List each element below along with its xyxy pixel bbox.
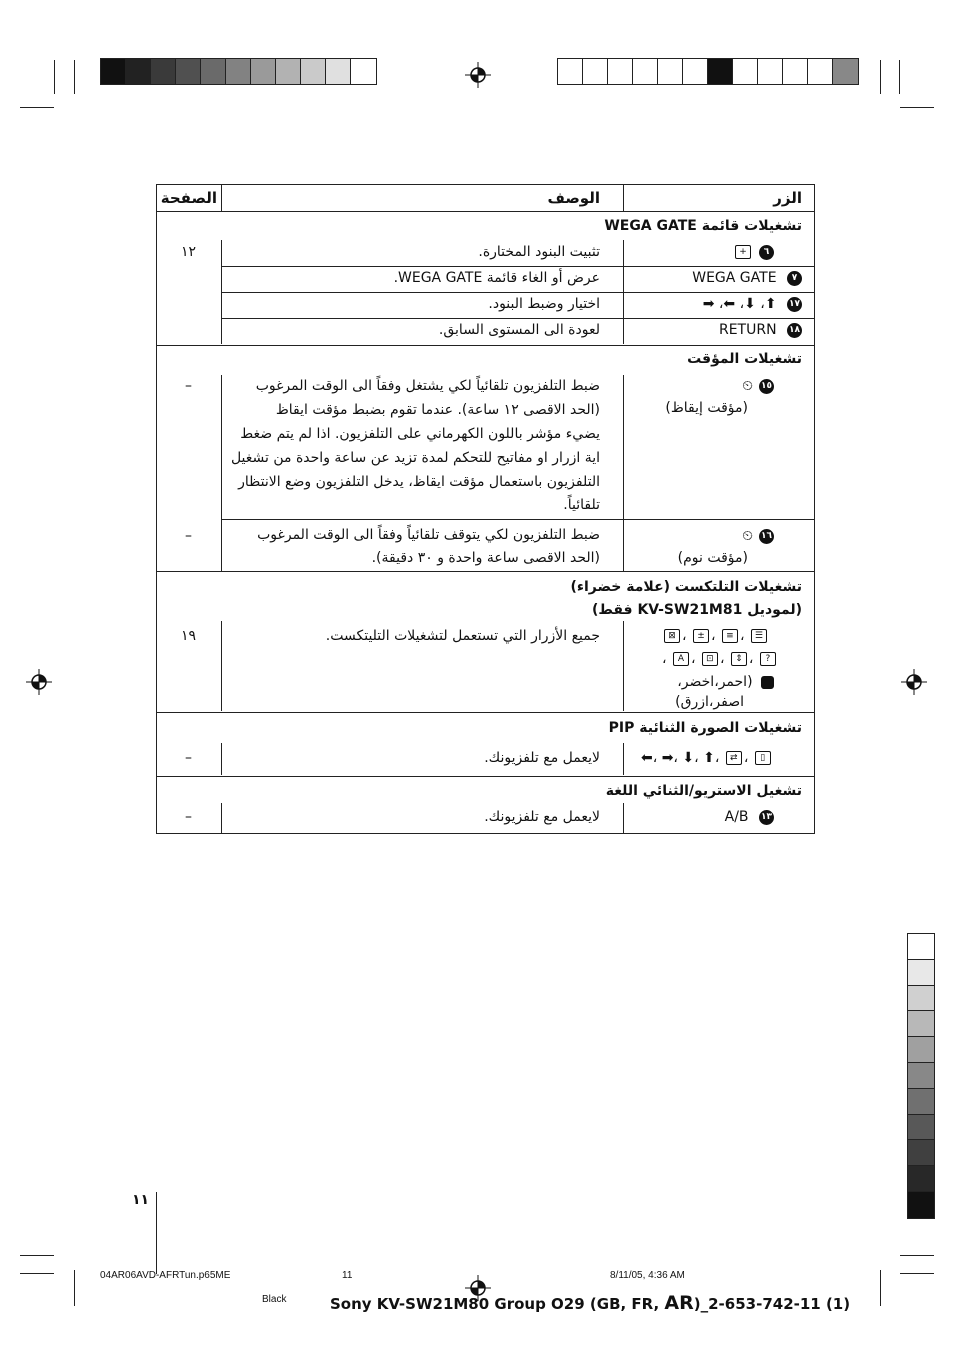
crop-mark <box>900 1255 934 1256</box>
color-swatch <box>683 59 708 84</box>
column-divider <box>623 803 624 833</box>
row-description: لايعمل مع تلفزيونك. <box>484 809 600 825</box>
crop-mark <box>900 1273 934 1274</box>
color-swatch <box>708 59 733 84</box>
color-swatch <box>558 59 583 84</box>
footer-file: 04AR06AVD-AFRTun.p65ME <box>100 1270 231 1281</box>
row-divider <box>157 571 814 572</box>
color-swatch <box>658 59 683 84</box>
section-title-teletext: تشغيلات التلتكست (علامة خضراء) <box>570 579 802 595</box>
color-keys-line2: اصفر،ازرق) <box>675 694 744 710</box>
teletext-index-icon: ≡ <box>722 629 738 643</box>
column-divider <box>221 185 222 211</box>
column-divider <box>221 803 222 833</box>
color-swatch <box>908 1140 934 1166</box>
desc-line: ضبط التلفزيون لكي يتوقف تلقائياً وفقاً الى الوقت المرغوب <box>257 527 600 543</box>
row-button: ١٦⏲ <box>742 528 772 544</box>
row-description: لعودة الى المستوى السابق. <box>438 322 600 338</box>
header-button: الزر <box>773 189 802 207</box>
row-button-sub: (مؤقت نوم) <box>677 550 748 566</box>
column-divider <box>623 185 624 211</box>
section-subtitle-teletext: (لموديل KV-SW21M81 فقط) <box>591 602 802 618</box>
row-divider <box>221 292 814 293</box>
features-table <box>156 184 815 834</box>
registration-target-icon <box>465 62 491 88</box>
color-swatch <box>733 59 758 84</box>
color-swatch <box>301 59 326 84</box>
column-divider <box>221 519 222 571</box>
crop-mark <box>74 1270 75 1306</box>
sleep-timer-icon: ⏲ <box>742 528 753 544</box>
pip-swap-icon: ⇄ <box>726 751 742 765</box>
color-swatch <box>783 59 808 84</box>
crop-mark <box>880 60 881 94</box>
color-swatch <box>908 1037 934 1063</box>
teletext-size-icon: A <box>673 652 689 666</box>
footer-page: 11 <box>342 1270 353 1281</box>
row-divider <box>157 712 814 713</box>
row-divider <box>157 776 814 777</box>
color-swatch <box>908 1063 934 1089</box>
column-divider <box>623 621 624 711</box>
color-calibration-bar-left <box>100 58 377 85</box>
section-title-wega: تشغيلات قائمة WEGA GATE <box>604 218 802 234</box>
color-swatch <box>908 1011 934 1037</box>
column-divider <box>221 375 222 521</box>
page-ref: – <box>185 528 192 544</box>
crop-mark <box>899 60 900 94</box>
crop-mark <box>54 60 55 94</box>
row-description: تثبيت البنود المختارة. <box>478 244 600 260</box>
color-swatch <box>201 59 226 84</box>
teletext-subpage-icon: ⇕ <box>731 652 747 666</box>
footer-title: Sony KV-SW21M80 Group O29 (GB, FR, AR)_2-653-742-11 (1) <box>330 1292 851 1314</box>
color-swatch <box>633 59 658 84</box>
color-swatch <box>126 59 151 84</box>
color-swatch <box>226 59 251 84</box>
row-button: ١٥⏲ <box>742 378 772 394</box>
crop-mark <box>20 1255 54 1256</box>
color-swatch <box>908 986 934 1012</box>
teletext-icons-row2: ، A ، ⊡ ، ⇕ ، ? <box>662 650 778 668</box>
desc-line: يضيء مؤشر باللون الكهرماني على التلفزيون. اذا لم يتم ضغط <box>240 426 600 442</box>
crop-mark <box>20 107 54 108</box>
color-swatch <box>176 59 201 84</box>
row-button: ١٨ RETURN <box>718 322 800 338</box>
enter-icon: + <box>735 245 751 259</box>
header-description: الوصف <box>547 189 600 207</box>
margin-line <box>156 1192 157 1274</box>
row-divider <box>221 519 814 520</box>
row-divider <box>157 345 814 346</box>
page-ref: ١٢ <box>181 244 197 260</box>
color-swatch <box>583 59 608 84</box>
section-title-stereo: تشغيل الاستريو/الثنائي اللغة <box>605 783 802 799</box>
row-button: ٧ WEGA GATE <box>692 269 802 287</box>
color-swatch <box>608 59 633 84</box>
color-swatch <box>351 59 376 84</box>
crop-mark <box>74 60 75 94</box>
row-description: جميع الأزرار التي تستعمل لتشغيلات التليتكست. <box>325 628 600 644</box>
footer-color: Black <box>262 1294 287 1305</box>
color-swatch <box>908 1115 934 1141</box>
color-keys-line1: (احمر،اخضر، <box>677 673 774 691</box>
color-swatch <box>908 1192 934 1218</box>
desc-line: ضبط التلفزيون تلقائياً لكي يشتغل وفقاً الى الوقت المرغوب <box>255 378 600 394</box>
row-divider <box>221 318 814 319</box>
color-swatch <box>101 59 126 84</box>
registration-target-icon <box>26 669 52 695</box>
column-divider <box>623 743 624 775</box>
teletext-reveal-icon: ? <box>760 652 776 666</box>
page-ref: – <box>185 809 192 825</box>
desc-line: اية ازرار او مفاتيح للتحكم لمدة تزيد عن ساعة واحدة من تشغيل <box>230 450 600 466</box>
desc-line: تلقائياً. <box>563 497 600 513</box>
row-button-sub: (مؤقت إيقاظ) <box>665 400 748 416</box>
column-divider <box>221 621 222 711</box>
color-swatch <box>908 934 934 960</box>
section-title-timer: تشغيلات المؤقت <box>687 351 802 367</box>
pip-buttons: ⬅، ➡، ⬇، ⬆، ⇄ ، ▯ <box>641 749 773 767</box>
color-swatch <box>326 59 351 84</box>
color-swatch <box>276 59 301 84</box>
header-page: الصفحة <box>160 189 217 207</box>
crop-mark <box>900 107 934 108</box>
color-swatch <box>808 59 833 84</box>
row-description: لايعمل مع تلفزيونك. <box>484 750 600 766</box>
desc-line: التلفزيون باستعمال مؤقت ايقاظ، يدخل التلفزيون وضع الانتظار <box>238 474 600 490</box>
color-calibration-bar-right <box>557 58 859 85</box>
teletext-clock-icon: ⊡ <box>702 652 718 666</box>
teletext-hold-icon: ± <box>693 629 709 643</box>
pip-window-icon: ▯ <box>755 751 771 765</box>
desc-line: (الحد الاقصى ١٢ ساعة). عندما تقوم بضبط مؤقت ايقاظ <box>275 402 600 418</box>
section-title-pip: تشغيلات الصورة الثنائية PIP <box>608 720 802 736</box>
row-description: اختيار وضبط البنود. <box>488 296 600 312</box>
crop-mark <box>880 1270 881 1306</box>
page-ref: – <box>185 750 192 766</box>
row-description: عرض أو الغاء قائمة WEGA GATE. <box>393 270 600 286</box>
color-swatch <box>758 59 783 84</box>
page-number: ١١ <box>132 1192 150 1208</box>
color-swatch <box>908 1166 934 1192</box>
row-divider <box>157 211 814 212</box>
desc-line: (الحد الاقصى ساعة واحدة و ٣٠ دقيقة). <box>371 550 600 566</box>
color-keys-icon <box>761 676 774 689</box>
column-divider <box>221 743 222 775</box>
color-swatch <box>908 1089 934 1115</box>
footer-date: 8/11/05, 4:36 AM <box>610 1270 685 1281</box>
row-button: ١٧ ⬆، ⬇، ⬅، ➡ <box>702 296 800 312</box>
teletext-icons-row1: ⊠ ، ± ، ≡ ، ☰ <box>662 627 769 645</box>
column-divider <box>623 375 624 521</box>
teletext-mix-icon: ⊠ <box>664 629 680 643</box>
column-divider <box>623 519 624 571</box>
color-calibration-bar-side <box>907 933 935 1219</box>
crop-mark <box>20 1273 54 1274</box>
row-divider <box>221 266 814 267</box>
teletext-on-icon: ☰ <box>751 629 767 643</box>
color-swatch <box>833 59 858 84</box>
wake-timer-icon: ⏲ <box>742 378 753 394</box>
registration-target-icon <box>901 669 927 695</box>
page-ref: – <box>185 378 192 394</box>
row-button: ١٣ A/B <box>724 809 772 825</box>
color-swatch <box>251 59 276 84</box>
row-button: ٦+ <box>733 243 774 261</box>
page-ref: ١٩ <box>181 628 197 644</box>
color-swatch <box>908 960 934 986</box>
color-swatch <box>151 59 176 84</box>
